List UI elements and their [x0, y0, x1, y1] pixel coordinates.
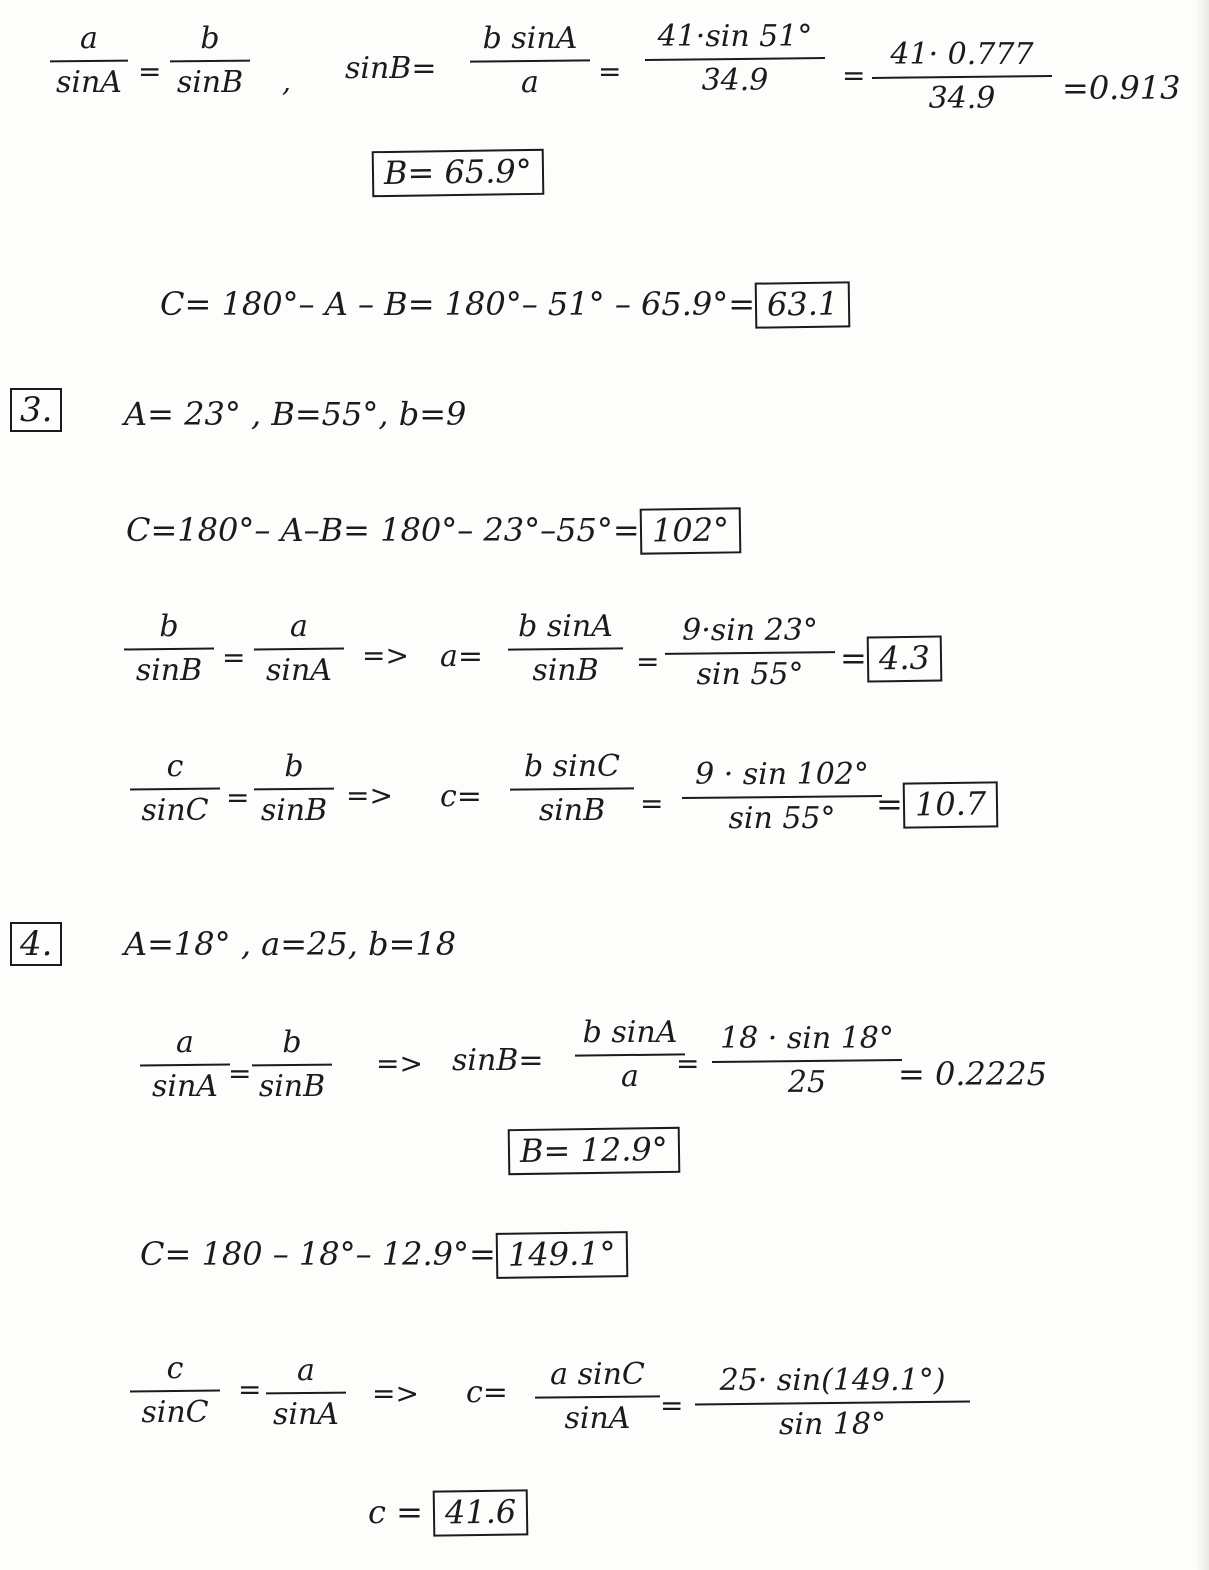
fraction-denominator: a	[521, 65, 539, 100]
law-left-fraction	[140, 1025, 230, 1104]
fraction-b-sina-over-a	[575, 1015, 685, 1094]
law-right-fraction	[266, 1353, 346, 1432]
fraction-denominator: sinB	[538, 793, 606, 828]
fraction-b-sina-over-sinb	[508, 609, 623, 688]
fraction-bar	[254, 788, 334, 791]
law-left-fraction	[130, 749, 220, 828]
answer-box: 10.7	[902, 781, 998, 828]
fraction-numerator: b sinA	[518, 609, 613, 644]
fraction-denominator: sin 55°	[728, 801, 836, 836]
fraction-bar	[535, 1395, 660, 1398]
b-answer	[372, 150, 544, 196]
fraction-bar	[252, 1064, 332, 1067]
fraction-bar	[170, 60, 250, 63]
law-right-fraction	[252, 1025, 332, 1104]
fraction-numerator: 9·sin 23°	[682, 613, 818, 648]
fraction-denominator: sinB	[135, 653, 203, 688]
final-answer	[368, 1490, 528, 1536]
fraction-denominator: sinC	[141, 1395, 209, 1430]
paper-edge-shadow	[1195, 0, 1209, 1570]
final-lhs: c =	[368, 1493, 423, 1531]
fraction-numerator: 41· 0.777	[890, 37, 1034, 72]
answer-box: B= 12.9°	[508, 1127, 680, 1175]
a-result	[840, 636, 942, 682]
fraction-denominator: sinA	[152, 1069, 218, 1104]
c-lhs: c=	[466, 1375, 508, 1410]
fraction-denominator: sinA	[56, 65, 122, 100]
fraction-bar	[872, 75, 1052, 79]
law-left-fraction	[130, 1351, 220, 1430]
c-result	[876, 782, 998, 828]
law-right-fraction	[254, 609, 344, 688]
c-equation: C= 180 – 18°– 12.9°=	[140, 1235, 496, 1273]
fraction-bar	[470, 59, 590, 62]
c-angle-computation	[140, 1232, 627, 1278]
equals-sign: =	[840, 639, 867, 677]
fraction-numerator: b	[284, 749, 304, 784]
fraction-41-0777-over-34-9	[872, 37, 1052, 116]
fraction-denominator: 25	[787, 1065, 827, 1100]
fraction-denominator: sinA	[266, 653, 332, 688]
fraction-numerator: a	[80, 21, 98, 56]
fraction-numerator: b sinC	[523, 749, 620, 784]
fraction-denominator: 34.9	[701, 63, 769, 98]
fraction-bar	[124, 648, 214, 651]
equals-sign: =	[598, 55, 622, 88]
sinb-lhs: sinB=	[345, 51, 437, 86]
fraction-bar	[130, 1390, 220, 1393]
equals-sign: =	[226, 781, 250, 814]
equals-sign: =	[636, 645, 660, 678]
fraction-numerator: b	[159, 609, 179, 644]
law-right-fraction	[254, 749, 334, 828]
problem-4-label: 4.	[10, 922, 62, 966]
equals-sign: =	[228, 1057, 252, 1090]
fraction-bar	[254, 648, 344, 651]
answer-box: 102°	[639, 507, 741, 554]
implies-arrow: =>	[372, 1377, 419, 1410]
fraction-numerator: b sinA	[582, 1015, 678, 1050]
fraction-denominator: sinC	[141, 793, 209, 828]
implies-arrow: =>	[362, 639, 409, 672]
sinb-result: = 0.2225	[898, 1055, 1047, 1093]
law-left-fraction	[50, 21, 128, 100]
fraction-denominator: sinB	[260, 793, 328, 828]
fraction-bar	[140, 1064, 230, 1067]
fraction-numerator: 18 · sin 18°	[720, 1021, 894, 1056]
a-lhs: a=	[440, 639, 484, 674]
fraction-bar	[508, 647, 623, 650]
problem-3-label: 3.	[10, 388, 62, 432]
fraction-numerator: a	[297, 1353, 315, 1388]
fraction-numerator: a	[290, 609, 308, 644]
fraction-numerator: b	[282, 1025, 302, 1060]
fraction-numerator: a sinC	[550, 1357, 645, 1392]
fraction-bar	[50, 60, 128, 63]
fraction-denominator: sinB	[258, 1069, 326, 1104]
answer-box: 4.3	[866, 635, 942, 682]
fraction-bar	[695, 1401, 970, 1406]
fraction-bar	[682, 795, 882, 799]
fraction-numerator: c	[166, 1351, 184, 1386]
fraction-9-sin102-over-sin55	[682, 757, 882, 836]
fraction-bar	[510, 787, 634, 790]
fraction-denominator: sin 55°	[696, 657, 804, 692]
fraction-denominator: sinB	[176, 65, 244, 100]
problem-4-given: A=18° , a=25, b=18	[124, 925, 457, 963]
equals-sign: =	[222, 641, 246, 674]
equals-sign: =	[238, 1373, 262, 1406]
fraction-numerator: b	[200, 21, 220, 56]
answer-box: 63.1	[755, 281, 851, 328]
equals-sign: =	[138, 55, 162, 88]
fraction-18-sin18-over-25	[712, 1021, 902, 1100]
answer-box: 149.1°	[496, 1231, 628, 1279]
problem-3-given: A= 23° , B=55°, b=9	[124, 395, 467, 433]
c-equation: C=180°– A–B= 180°– 23°–55°=	[126, 511, 640, 549]
sinb-lhs: sinB=	[452, 1043, 544, 1078]
fraction-bar	[266, 1392, 346, 1395]
fraction-bar	[130, 788, 220, 791]
fraction-a-sinc-over-sina	[535, 1357, 660, 1436]
fraction-41-sin51-over-34-9	[645, 19, 825, 98]
fraction-denominator: sinB	[532, 653, 599, 688]
fraction-b-sina-over-a	[470, 21, 590, 100]
fraction-denominator: sin 18°	[778, 1407, 887, 1442]
equals-sign: =	[876, 785, 903, 823]
fraction-numerator: 41·sin 51°	[657, 19, 813, 54]
answer-box: 41.6	[433, 1489, 529, 1536]
equals-sign: =	[640, 787, 664, 820]
fraction-bar	[665, 651, 835, 655]
fraction-numerator: a	[176, 1025, 194, 1060]
fraction-denominator: a	[621, 1059, 639, 1094]
fraction-denominator: sinA	[273, 1397, 339, 1432]
c-computation	[160, 282, 850, 328]
b-answer	[508, 1128, 680, 1174]
equals-sign: =	[676, 1047, 700, 1080]
law-left-fraction	[124, 609, 214, 688]
comma: ,	[282, 65, 291, 98]
implies-arrow: =>	[376, 1047, 423, 1080]
fraction-bar	[575, 1053, 685, 1056]
fraction-denominator: sinA	[564, 1401, 631, 1436]
fraction-numerator: 9 · sin 102°	[695, 757, 869, 792]
c-lhs: c=	[440, 779, 482, 814]
c-equation: C= 180°– A – B= 180°– 51° – 65.9°=	[160, 285, 756, 323]
fraction-bar	[712, 1059, 902, 1063]
fraction-9-sin23-over-sin55	[665, 613, 835, 692]
fraction-bar	[645, 57, 825, 61]
sinb-result: =0.913	[1062, 69, 1181, 107]
equals-sign: =	[842, 59, 866, 92]
equals-sign: =	[660, 1389, 684, 1422]
fraction-numerator: c	[166, 749, 184, 784]
fraction-numerator: b sinA	[482, 21, 578, 56]
fraction-25-sin149-over-sin18	[695, 1363, 970, 1442]
p3-c-computation	[126, 508, 741, 554]
implies-arrow: =>	[346, 779, 393, 812]
fraction-b-sinc-over-sinb	[510, 749, 634, 828]
law-right-fraction	[170, 21, 250, 100]
fraction-numerator: 25· sin(149.1°)	[719, 1363, 946, 1398]
fraction-denominator: 34.9	[928, 81, 996, 116]
answer-box: B= 65.9°	[372, 149, 544, 197]
